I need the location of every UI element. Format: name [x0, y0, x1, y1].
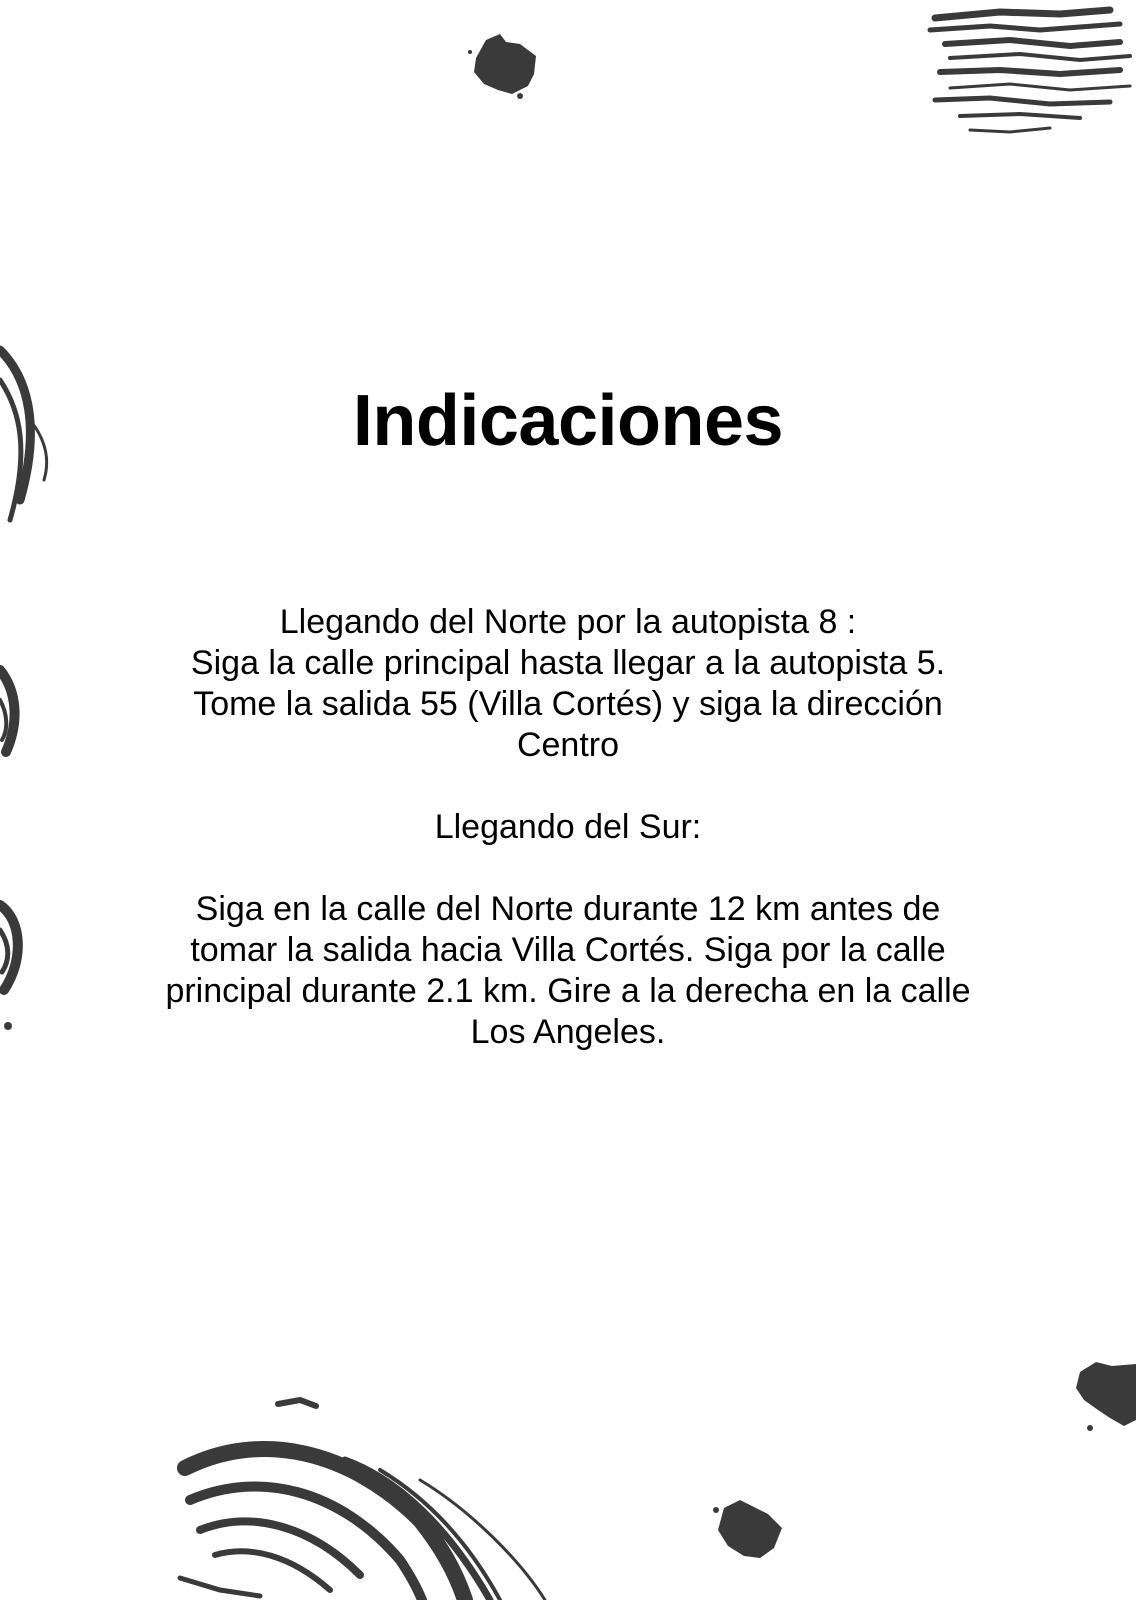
ink-blot-top	[468, 34, 536, 99]
section-spacer	[118, 848, 1018, 889]
directions-content	[118, 602, 1018, 1053]
ink-blot-bottom-right	[1076, 1362, 1136, 1431]
north-section	[118, 602, 1018, 766]
ink-blot-bottom-center	[713, 1500, 782, 1558]
section-spacer	[118, 766, 1018, 807]
south-line: principal durante 2.1 km. Gire a la derecha en la calle	[165, 972, 971, 1010]
south-line: Siga en la calle del Norte durante 12 km antes de	[195, 890, 941, 928]
south-line: tomar la salida hacia Villa Cortés. Siga por la calle	[190, 931, 946, 969]
north-line: Centro	[516, 726, 620, 764]
brush-stroke-bottom-arc	[180, 1400, 545, 1600]
north-line: Tome la salida 55 (Villa Cortés) y siga la dirección	[193, 685, 943, 723]
south-heading: Llegando del Sur:	[434, 808, 702, 846]
south-section	[118, 807, 1018, 1053]
north-line: Siga la calle principal hasta llegar a la autopista 5.	[190, 644, 946, 682]
brush-stroke-left-middle	[0, 670, 15, 752]
north-heading: Llegando del Norte por la autopista 8 :	[279, 603, 857, 641]
brush-stroke-top-right	[930, 10, 1130, 132]
brush-stroke-left-lower	[0, 905, 18, 1030]
south-line: Los Angeles.	[470, 1013, 666, 1051]
page-title: Indicaciones	[352, 381, 784, 461]
